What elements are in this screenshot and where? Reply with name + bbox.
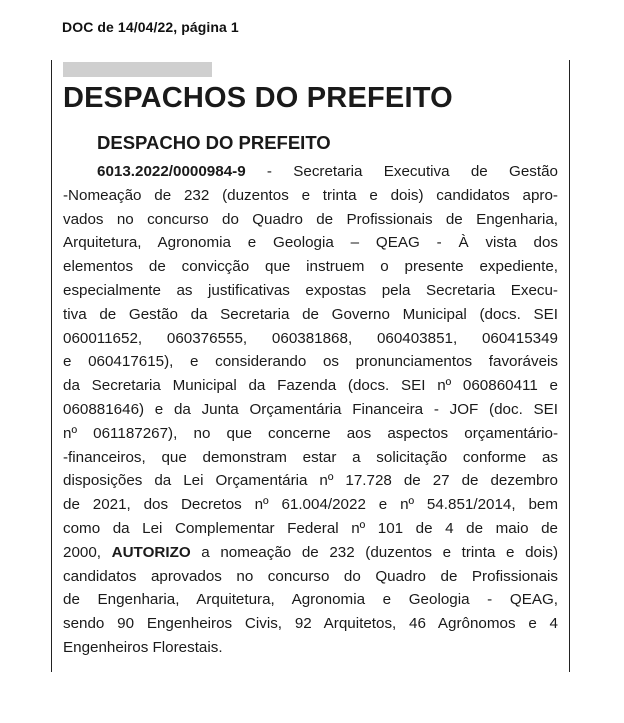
body-line: de Engenharia, Arquitetura, Agronomia e Geologia - QEAG, [63,591,558,609]
body-line: como da Lei Complementar Federal nº 101 de 4 de maio de [63,519,558,537]
column-rule-left [51,60,52,672]
body-line: Arquitetura, Agronomia e Geologia – QEAG - À vista dos [63,234,558,252]
body-line: elementos de convicção que instruem o presente expediente, [63,258,558,276]
body-line: e 060417615), e considerando os pronunciamentos favoráveis [63,353,558,371]
body-line: -financeiros, que demonstram estar a solicitação conforme as [63,448,558,466]
body-line: Engenheiros Florestais. [63,638,223,656]
body-line-text: 2000, [63,543,112,561]
body-line: da Secretaria Municipal da Fazenda (docs. SEI nº 060860411 e [63,377,558,395]
body-line: vados no concurso do Quadro de Profissionais de Engenharia, [63,210,558,228]
section-header-bar [63,62,212,77]
despacho-title: DESPACHO DO PREFEITO [97,132,331,153]
body-line: tiva de Gestão da Secretaria de Governo Municipal (docs. SEI [63,305,558,323]
body-line: candidatos aprovados no concurso do Quadro de Profissionais [63,567,558,585]
body-line: sendo 90 Engenheiros Civis, 92 Arquitetos, 46 Agrônomos e 4 [63,615,558,633]
body-line: -Nomeação de 232 (duzentos e trinta e dois) candidatos apro- [63,186,558,204]
process-number: 6013.2022/0000984-9 [97,163,246,180]
body-line-text: - Secretaria Executiva de Gestão [245,163,558,180]
despacho-body [63,160,558,660]
body-line [63,160,558,184]
body-line: disposições da Lei Orçamentária nº 17.728 de 27 de dezembro [63,472,558,490]
body-line: nº 061187267), no que concerne aos aspectos orçamentário- [63,424,558,442]
body-line: de 2021, dos Decretos nº 61.004/2022 e nº 54.851/2014, bem [63,496,558,514]
body-line-text: a nomeação de 232 (duzentos e trinta e dois) [190,543,558,561]
document-reference: DOC de 14/04/22, página 1 [62,19,239,35]
column-rule-right [569,60,570,672]
body-line: especialmente as justificativas expostas pela Secretaria Execu- [63,281,558,299]
body-line: 060881646) e da Junta Orçamentária Financeira - JOF (doc. SEI [63,400,558,418]
section-title: DESPACHOS DO PREFEITO [63,82,453,114]
body-line: 060011652, 060376555, 060381868, 060403851, 060415349 [63,329,558,347]
body-line [63,541,558,565]
authorize-word: AUTORIZO [111,543,191,561]
